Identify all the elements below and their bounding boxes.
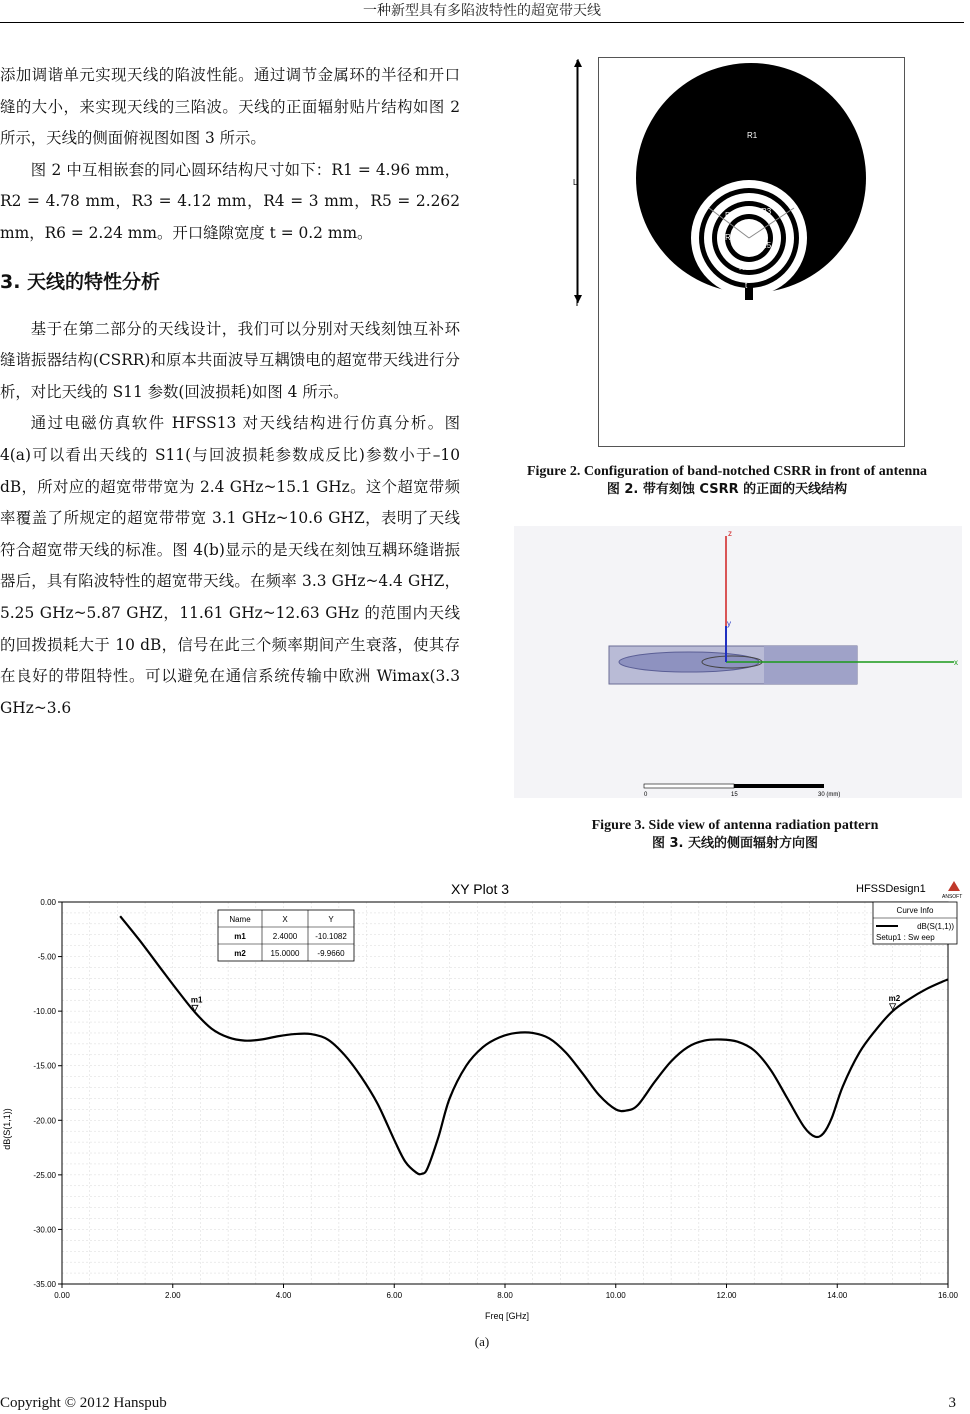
arrow-down-icon (574, 295, 582, 303)
y-tick-label: -20.00 (33, 1116, 56, 1126)
label-r1: R1 (747, 131, 758, 140)
y-tick-label: -5.00 (37, 952, 56, 962)
legend-title: Curve Info (896, 906, 934, 915)
label-r5: R5 (761, 241, 772, 250)
section-heading: 3. 天线的特性分析 (0, 270, 161, 293)
y-tick-label: -30.00 (33, 1225, 56, 1235)
body-text-column (0, 60, 460, 724)
copyright: Copyright © 2012 Hanspub (0, 1395, 167, 1411)
table-cell: -10.1082 (315, 932, 347, 941)
x-tick-label: 6.00 (386, 1291, 403, 1300)
figure-2-antenna-front (598, 57, 905, 447)
table-cell: -9.9660 (317, 949, 345, 958)
page-number: 3 (948, 1395, 956, 1411)
label-r6: R6 (739, 263, 750, 272)
marker-layer (191, 994, 901, 1012)
table-header: X (282, 915, 288, 924)
running-title: 一种新型具有多陷波特性的超宽带天线 (363, 3, 601, 19)
scale-label-0: 0 (644, 792, 648, 798)
x-tick-label: 14.00 (827, 1291, 848, 1300)
x-tick-label: 10.00 (605, 1291, 626, 1300)
y-tick-label: -25.00 (33, 1170, 56, 1180)
figure-2-caption-en: Figure 2. Configuration of band-notched CSRR in front of antenna (526, 464, 928, 479)
scale-label-15: 15 (731, 792, 738, 798)
scale-bar-black (734, 784, 824, 788)
paragraph-3: 基于在第二部分的天线设计，我们可以分别对天线刻蚀互补环缝谐振器结构(CSRR)和原本共面波导互耦馈电的超宽带天线进行分析，对比天线的 S11 参数(回波损耗)如图 4 所示。 (0, 319, 460, 401)
axes (33, 898, 958, 1300)
antenna-front-drawing (599, 58, 904, 446)
marker-label: m2 (888, 993, 901, 1003)
legend-series: dB(S(1,1)) (917, 922, 954, 931)
x-tick-label: 8.00 (497, 1291, 513, 1300)
label-r3: R3 (761, 207, 772, 216)
figure-2-length-dimension (570, 57, 586, 307)
design-name: HFSSDesign1 (856, 883, 926, 895)
scale-label-30: 30 (mm) (818, 792, 841, 798)
axis-label-x: x (954, 658, 958, 667)
figure-3-caption-zh: 图 3. 天线的侧面辐射方向图 (651, 836, 819, 851)
s11-chart (0, 874, 964, 1321)
label-l: L (573, 178, 578, 187)
table-header: Name (229, 915, 251, 924)
x-tick-label: 12.00 (716, 1291, 737, 1300)
marker-label: m1 (190, 995, 203, 1005)
table-cell: m1 (234, 932, 246, 941)
paragraph-4: 通过电磁仿真软件 HFSS13 对天线结构进行仿真分析。图 4(a)可以看出天线的 S11(与回波损耗参数成反比)参数小于–10 dB，所对应的超宽带带宽为 2.4 GHz~15.1 GHz。这个超宽带频率覆盖了所规定的超宽带带宽 3.1 GHz~10.6 GHZ，表明了天线符合超宽带天线的标准。图 4(b)显示的是天线在刻蚀互耦环缝谐振器后，具有陷波特性的超宽带天线。在频率 3.3 GHz~4.4 GHZ，5.25 GHz~5.87 GHZ，11.61 GHz~12.63 GHz 的范围内天线的回拨损耗大于 10 dB，信号在此三个频率期间产生衰落，使其存在良好的带阻特性。可以避免在通信系统传输中欧洲 Wimax(3.3 GHz~3.6 (0, 414, 460, 717)
table-header: Y (328, 915, 334, 924)
marker-table (218, 910, 354, 961)
side-view-drawing (514, 526, 962, 798)
running-header (0, 0, 964, 23)
label-t: t (745, 281, 748, 290)
y-tick-label: 0.00 (40, 898, 56, 907)
axis-label-z: z (728, 529, 732, 538)
figure-4a-plot (0, 874, 964, 1321)
paragraph-2: 图 2 中互相嵌套的同心圆环结构尺寸如下：R1 = 4.96 mm，R2 = 4.78 mm，R3 = 4.12 mm，R4 = 3 mm，R5 = 2.262 mm，R6 = 2.24 mm。开口缝隙宽度 t = 0.2 mm。 (0, 160, 460, 242)
table-cell: m2 (234, 949, 246, 958)
figure-2-caption-zh: 图 2. 带有刻蚀 CSRR 的正面的天线结构 (606, 482, 848, 497)
x-tick-label: 0.00 (54, 1291, 70, 1300)
curve-info-legend (873, 902, 957, 944)
table-cell: 15.0000 (270, 949, 300, 958)
table-cell: 2.4000 (272, 932, 298, 941)
axis-label-y: y (727, 619, 731, 628)
ansoft-logo-icon (948, 881, 960, 891)
x-axis-label: Freq [GHz] (484, 1311, 530, 1321)
x-tick-label: 16.00 (937, 1291, 959, 1300)
y-tick-label: -10.00 (33, 1007, 56, 1017)
chart-title: XY Plot 3 (450, 881, 510, 897)
label-r4: R4 (725, 233, 736, 242)
scale-bar-white (644, 784, 734, 788)
figure-3-caption (500, 817, 970, 853)
arrow-up-icon (574, 59, 582, 67)
y-axis-label: dB(S(1,1)) (2, 1108, 12, 1150)
label-r2: R2 (725, 211, 736, 220)
figure-4a-caption: (a) (474, 1334, 490, 1349)
y-tick-label: -35.00 (33, 1280, 56, 1289)
y-tick-label: -15.00 (33, 1061, 56, 1071)
legend-setup: Setup1 : Sw eep (876, 933, 935, 942)
figure-2-caption (490, 463, 964, 499)
figure-3-side-view (514, 526, 962, 798)
x-tick-label: 2.00 (164, 1291, 181, 1300)
logo-text: ANSOFT (942, 894, 963, 900)
paragraph-1: 添加调谐单元实现天线的陷波性能。通过调节金属环的半径和开口缝的大小，来实现天线的三陷波。天线的正面辐射贴片结构如图 2 所示，天线的侧面俯视图如图 3 所示。 (0, 66, 460, 148)
grid (62, 902, 948, 1284)
x-tick-label: 4.00 (275, 1291, 292, 1300)
figure-3-caption-en: Figure 3. Side view of antenna radiation pattern (591, 818, 879, 833)
ground-plane-block (764, 646, 857, 684)
